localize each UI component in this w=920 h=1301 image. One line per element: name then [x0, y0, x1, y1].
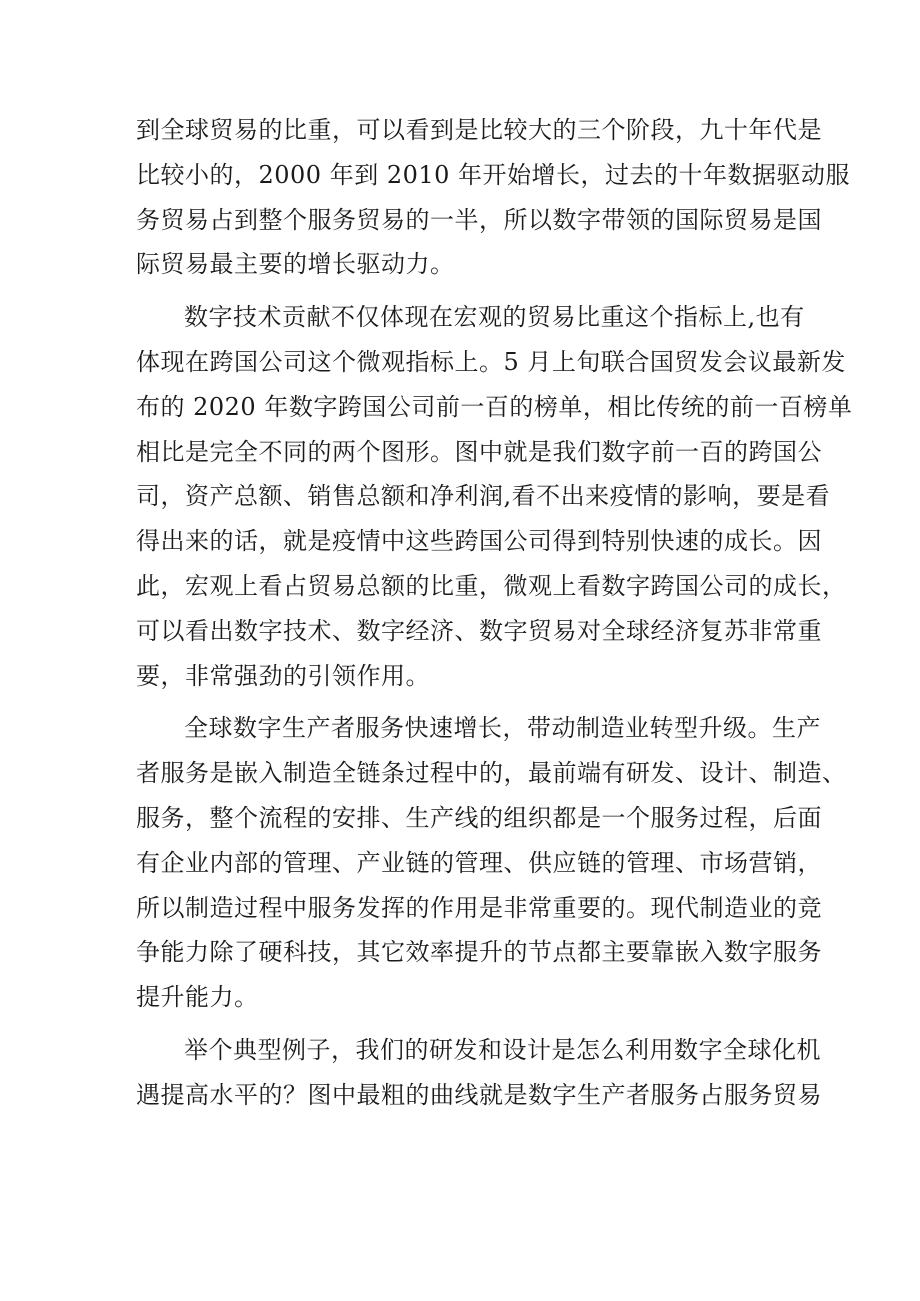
text-line: 得出来的话，就是疫情中这些跨国公司得到特别快速的成长。因: [136, 527, 822, 556]
text-line: 司，资产总额、销售总额和净利润,看不出来疫情的影响，要是看: [136, 482, 831, 511]
text-line: 者服务是嵌入制造全链条过程中的，最前端有研发、设计、制造、: [136, 759, 847, 788]
text-line: 体现在跨国公司这个微观指标上。5 月上旬联合国贸发会议最新发: [136, 347, 846, 376]
text-line: 布的 2020 年数字跨国公司前一百的榜单，相比传统的前一百榜单: [136, 392, 853, 421]
text-line: 此，宏观上看占贸易总额的比重，微观上看数字跨国公司的成长，: [136, 571, 847, 600]
text-line: 数字技术贡献不仅体现在宏观的贸易比重这个指标上,也有: [184, 303, 805, 332]
text-line: 可以看出数字技术、数字经济、数字贸易对全球经济复苏非常重: [136, 616, 822, 645]
text-line: 遇提高水平的？图中最粗的曲线就是数字生产者服务占服务贸易: [136, 1080, 822, 1109]
paragraph-2: [136, 295, 853, 698]
text-line: 比较小的，2000 年到 2010 年开始增长，过去的十年数据驱动服: [136, 160, 851, 189]
text-line: 举个典型例子，我们的研发和设计是怎么利用数字全球化机: [184, 1035, 821, 1064]
body-text: [136, 108, 853, 1126]
text-line: 到全球贸易的比重，可以看到是比较大的三个阶段，九十年代是: [136, 116, 822, 144]
paragraph-3: [136, 706, 847, 1020]
paragraph-1: [136, 108, 851, 287]
text-line: 相比是完全不同的两个图形。图中就是我们数字前一百的跨国公: [136, 437, 822, 466]
text-line: 际贸易最主要的增长驱动力。: [136, 250, 455, 279]
text-line: 服务，整个流程的安排、生产线的组织都是一个服务过程，后面: [136, 803, 822, 832]
paragraph-4: [136, 1028, 822, 1118]
text-line: 全球数字生产者服务快速增长，带动制造业转型升级。生产: [184, 714, 821, 743]
text-line: 要，非常强劲的引领作用。: [136, 661, 430, 690]
text-line: 提升能力。: [136, 983, 259, 1012]
text-line: 有企业内部的管理、产业链的管理、供应链的管理、市场营销，: [136, 848, 822, 877]
text-line: 务贸易占到整个服务贸易的一半，所以数字带领的国际贸易是国: [136, 205, 822, 234]
text-line: 争能力除了硬科技，其它效率提升的节点都主要靠嵌入数字服务: [136, 938, 822, 967]
text-line: 所以制造过程中服务发挥的作用是非常重要的。现代制造业的竞: [136, 893, 822, 922]
